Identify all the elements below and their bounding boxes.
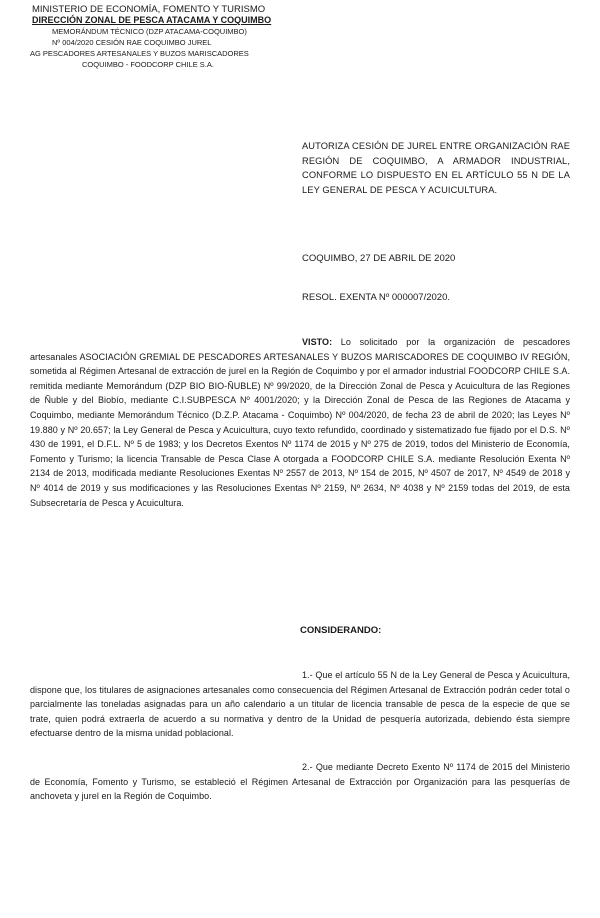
considerando-point-1: 1.- Que el artículo 55 N de la Ley General de Pesca y Acuicultura, dispone que, los titulares de asignaciones artesanales como consecuencia del Régimen Artesanal de Extracción podrán ceder total o parcialmente las toneladas asignadas para un año calendario a un titular de licencia transable de pesca de la especie de que se trate, quien podrá extraerla de acuerdo a su normativa y dentro de la Unidad de pesquería autorizada, debiendo ésta siempre efectuarse dentro de la misma unidad poblacional.	[30, 670, 570, 739]
resolution-number: RESOL. EXENTA Nº 000007/2020.	[302, 292, 450, 303]
memo-line: MEMORÁNDUM TÉCNICO (DZP ATACAMA-COQUIMBO)	[52, 27, 247, 36]
memo-number-line: Nº 004/2020 CESIÓN RAE COQUIMBO JUREL	[52, 38, 212, 47]
ministry-line: MINISTERIO DE ECONOMÍA, FOMENTO Y TURISMO	[32, 4, 266, 15]
direction-line: DIRECCIÓN ZONAL DE PESCA ATACAMA Y COQUIMBO	[32, 15, 272, 25]
visto-paragraph	[30, 335, 570, 510]
considerando-heading: CONSIDERANDO:	[300, 625, 382, 636]
considerando-point-2: 2.- Que mediante Decreto Exento Nº 1174 de 2015 del Ministerio de Economía, Fomento y Turismo, se estableció el Régimen Artesanal de Extracción por Organización para las pesquerías de anchoveta y jurel en la Región de Coquimbo.	[30, 762, 570, 802]
resolution-date: COQUIMBO, 27 DE ABRIL DE 2020	[302, 253, 456, 264]
visto-label: VISTO:	[302, 337, 333, 347]
resolution-title: AUTORIZA CESIÓN DE JUREL ENTRE ORGANIZACIÓN RAE REGIÓN DE COQUIMBO, A ARMADOR INDUSTRIAL, CONFORME LO DISPUESTO EN EL ARTÍCULO 55 N DE LA LEY GENERAL DE PESCA Y ACUICULTURA.	[302, 141, 570, 195]
document-header	[30, 4, 330, 70]
visto-text: Lo solicitado por la organización de pescadores artesanales ASOCIACIÓN GREMIAL DE PESCADORES ARTESANALES Y BUZOS MARISCADORES DE COQUIMBO IV REGIÓN, sometida al Régimen Artesanal de extracción de jurel en la Región de Coquimbo y por el armador industrial FOODCORP CHILE S.A. remitida mediante Memorándum (DZP BIO BIO-ÑUBLE) Nº 99/2020, de la Dirección Zonal de Pesca y Acuicultura de las Regiones de Ñuble y del Biobío, mediante C.I.SUBPESCA Nº 4001/2020; y la Dirección Zonal de Pesca de las Regiones de Atacama y Coquimbo, mediante Memorándum Técnico (D.Z.P. Atacama - Coquimbo) Nº 004/2020, de fecha 23 de abril de 2020; las Leyes Nº 19.880 y Nº 20.657; la Ley General de Pesca y Acuicultura, cuyo texto refundido, coordinado y sistematizado fue fijado por el D.S. Nº 430 de 1991, el D.F.L. Nº 5 de 1983; y los Decretos Exentos Nº 1174 de 2015 y Nº 275 de 2019, todos del Ministerio de Economía, Fomento y Turismo; la licencia Transable de Pesca Clase A otorgada a FOODCORP CHILE S.A. mediante Resolución Exenta Nº 2134 de 2013, modificada mediante Resoluciones Exentas Nº 2557 de 2013, Nº 154 de 2015, Nº 4507 de 2017, Nº 4549 de 2018 y Nº 4014 de 2019 y sus modificaciones y las Resoluciones Exentas Nº 2159, Nº 2634, Nº 4038 y Nº 2159 todas del 2019, de esta Subsecretaría de Pesca y Acuicultura.	[30, 337, 570, 508]
parties-line: AG PESCADORES ARTESANALES Y BUZOS MARISCADORES	[30, 49, 249, 58]
company-line: COQUIMBO - FOODCORP CHILE S.A.	[82, 60, 214, 69]
